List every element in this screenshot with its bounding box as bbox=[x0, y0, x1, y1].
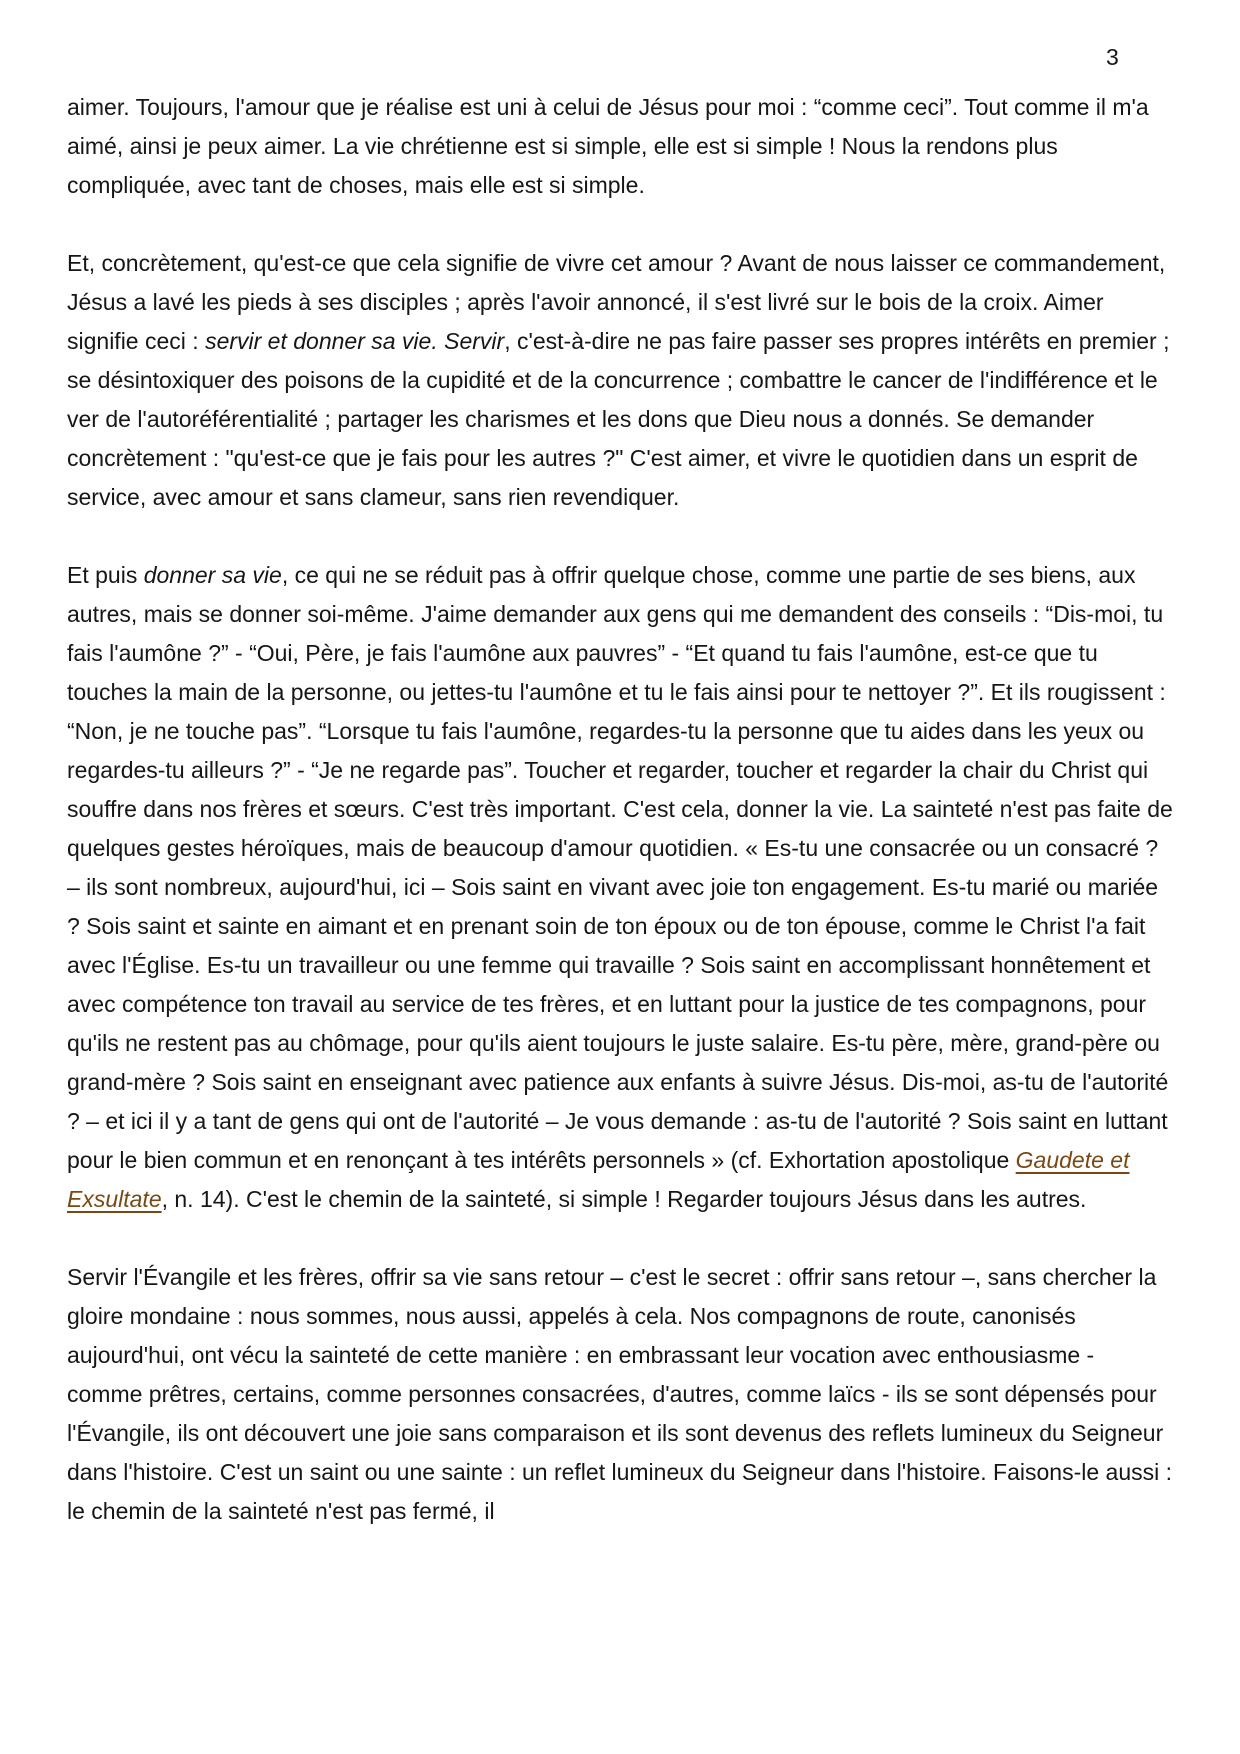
paragraph bbox=[67, 88, 1173, 205]
italic-text-run: servir et donner sa vie. Servir bbox=[205, 328, 505, 354]
text-run: Et, concrètement, qu'est-ce que cela signifie de vivre cet amour ? Avant de nous laisser ce commandement, Jésus a lavé les pieds à ses disciples ; après l'avoir annoncé, il s'est livré sur le bois de la croix. Aimer signifie ceci : bbox=[67, 250, 1166, 354]
text-run: , ce qui ne se réduit pas à offrir quelque chose, comme une partie de ses biens, aux autres, mais se donner soi-même. J'aime demander aux gens qui me demandent des conseils : “Dis-moi, tu fais l'aumône ?” - “Oui, Père, je fais l'aumône aux pauvres” - “Et quand tu fais l'aumône, est-ce que tu touches la main de la personne, ou jettes-tu l'aumône et tu le fais ainsi pour te nettoyer ?”. Et ils rougissent : “Non, je ne touche pas”. “Lorsque tu fais l'aumône, regardes-tu la personne que tu aides dans les yeux ou regardes-tu ailleurs ?” - “Je ne regarde pas”. Toucher et regarder, toucher et regarder la chair du Christ qui souffre dans nos frères et sœurs. C'est très important. C'est cela, donner la vie. La sainteté n'est pas faite de quelques gestes héroïques, mais de beaucoup d'amour quotidien. « Es-tu une consacrée ou un consacré ? – ils sont nombreux, aujourd'hui, ici – Sois saint en vivant avec joie ton engagement. Es-tu marié ou mariée ? Sois saint et sainte en aimant et en prenant soin de ton époux ou de ton épouse, comme le Christ l'a fait avec l'Église. Es-tu un travailleur ou une femme qui travaille ? Sois saint en accomplissant honnêtement et avec compétence ton travail au service de tes frères, et en luttant pour la justice de tes compagnons, pour qu'ils ne restent pas au chômage, pour qu'ils aient toujours le juste salaire. Es-tu père, mère, grand-père ou grand-mère ? Sois saint en enseignant avec patience aux enfants à suivre Jésus. Dis-moi, as-tu de l'autorité ? – et ici il y a tant de gens qui ont de l'autorité – Je vous demande : as-tu de l'autorité ? Sois saint en luttant pour le bien commun et en renonçant à tes intérêts personnels » (cf. Exhortation apostolique bbox=[67, 562, 1173, 1173]
text-run: Servir l'Évangile et les frères, offrir sa vie sans retour – c'est le secret : offrir sans retour –, sans chercher la gloire mondaine : nous sommes, nous aussi, appelés à cela. Nos compagnons de route, canonisés aujourd'hui, ont vécu la sainteté de cette manière : en embrassant leur vocation avec enthousiasme - comme prêtres, certains, comme personnes consacrées, d'autres, comme laïcs - ils se sont dépensés pour l'Évangile, ils ont découvert une joie sans comparaison et ils sont devenus des reflets lumineux du Seigneur dans l'histoire. C'est un saint ou une sainte : un reflet lumineux du Seigneur dans l'histoire. Faisons-le aussi : le chemin de la sainteté n'est pas fermé, il bbox=[67, 1264, 1172, 1524]
paragraph bbox=[67, 244, 1173, 517]
text-run: , c'est-à-dire ne pas faire passer ses propres intérêts en premier ; se désintoxiquer des poisons de la cupidité et de la concurrence ; combattre le cancer de l'indifférence et le ver de l'autoréférentialité ; partager les charismes et les dons que Dieu nous a donnés. Se demander concrètement : "qu'est-ce que je fais pour les autres ?" C'est aimer, et vivre le quotidien dans un esprit de service, avec amour et sans clameur, sans rien revendiquer. bbox=[67, 328, 1170, 510]
page-number: 3 bbox=[1106, 44, 1119, 70]
text-run: , n. 14). C'est le chemin de la sainteté, si simple ! Regarder toujours Jésus dans les autres. bbox=[161, 1186, 1087, 1212]
paragraph bbox=[67, 1258, 1173, 1531]
text-run: Et puis bbox=[67, 562, 144, 588]
text-run: aimer. Toujours, l'amour que je réalise est uni à celui de Jésus pour moi : “comme ceci”. Tout comme il m'a aimé, ainsi je peux aimer. La vie chrétienne est si simple, elle est si simple ! Nous la rendons plus compliquée, avec tant de choses, mais elle est si simple. bbox=[67, 94, 1149, 198]
gaudete-et-exsultate-link[interactable]: Gaudete et Exsultate bbox=[67, 1147, 1130, 1212]
italic-text-run: donner sa vie bbox=[143, 562, 282, 588]
paragraph bbox=[67, 556, 1173, 1219]
document-body bbox=[67, 88, 1173, 1570]
